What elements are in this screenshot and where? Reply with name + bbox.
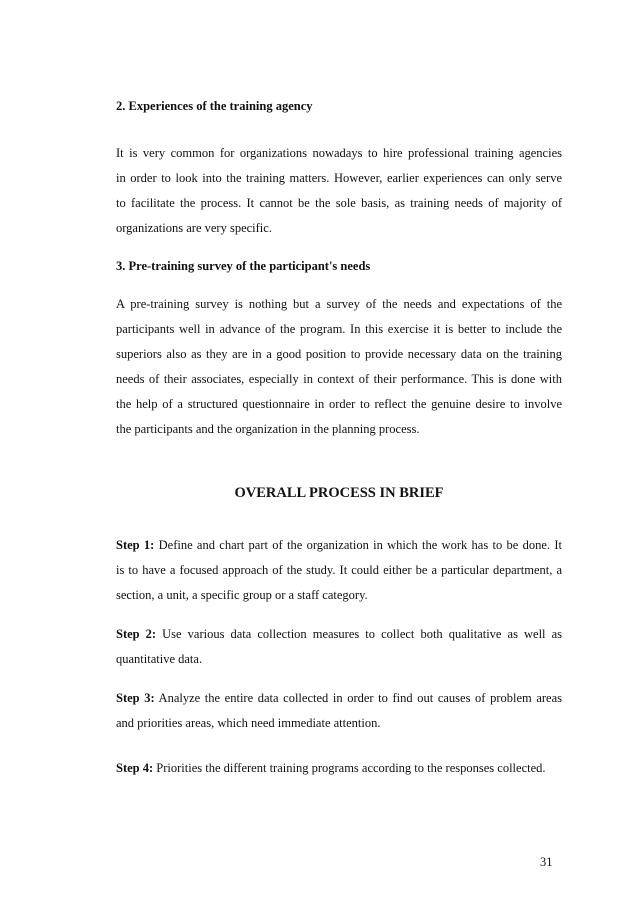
step-label: Step 2: xyxy=(116,627,157,641)
paragraph-line: to facilitate the process. It cannot be the sole basis, as training needs of majority of xyxy=(116,196,562,210)
paragraph-line: the participants and the organization in the planning process. xyxy=(116,422,420,436)
paragraph-line: It is very common for organizations nowadays to hire professional training agencies xyxy=(116,146,562,160)
paragraph-line: the help of a structured questionnaire in order to reflect the genuine desire to involve xyxy=(116,397,562,411)
section-heading-experiences: 2. Experiences of the training agency xyxy=(116,99,313,113)
paragraph-line xyxy=(116,533,562,558)
page-number: 31 xyxy=(540,855,553,869)
paragraph-line xyxy=(116,622,562,647)
paragraph-line: section, a unit, a specific group or a staff category. xyxy=(116,588,368,602)
paragraph-line: quantitative data. xyxy=(116,652,203,666)
step-text: Define and chart part of the organization in which the work has to be done. It xyxy=(154,538,562,552)
paragraph-line: is to have a focused approach of the study. It could either be a particular department, a xyxy=(116,563,562,577)
step-4 xyxy=(116,756,562,781)
paragraph-line: needs of their associates, especially in context of their performance. This is done with xyxy=(116,372,562,386)
step-text: Priorities the different training programs according to the responses collected. xyxy=(153,761,546,775)
overall-process-title: OVERALL PROCESS IN BRIEF xyxy=(234,485,444,501)
paragraph-survey xyxy=(116,292,562,442)
step-1 xyxy=(116,533,562,608)
step-label: Step 3: xyxy=(116,691,155,705)
step-text: Analyze the entire data collected in order to find out causes of problem areas xyxy=(154,691,563,705)
paragraph-line: A pre-training survey is nothing but a survey of the needs and expectations of the xyxy=(116,297,562,311)
step-label: Step 4: xyxy=(116,761,154,775)
paragraph-line xyxy=(116,686,562,711)
step-3 xyxy=(116,686,562,736)
section-heading-survey: 3. Pre-training survey of the participant's needs xyxy=(116,259,371,273)
paragraph-line: participants well in advance of the program. In this exercise it is better to include the xyxy=(116,322,562,336)
step-label: Step 1: xyxy=(116,538,155,552)
step-text: Use various data collection measures to collect both qualitative as well as xyxy=(156,627,563,641)
paragraph-line xyxy=(116,756,562,781)
paragraph-experiences xyxy=(116,141,562,241)
paragraph-line: superiors also as they are in a good position to provide necessary data on the training xyxy=(116,347,562,361)
step-2 xyxy=(116,622,562,672)
paragraph-line: in order to look into the training matters. However, earlier experiences can only serve xyxy=(116,171,562,185)
paragraph-line: and priorities areas, which need immediate attention. xyxy=(116,716,381,730)
paragraph-line: organizations are very specific. xyxy=(116,221,272,235)
